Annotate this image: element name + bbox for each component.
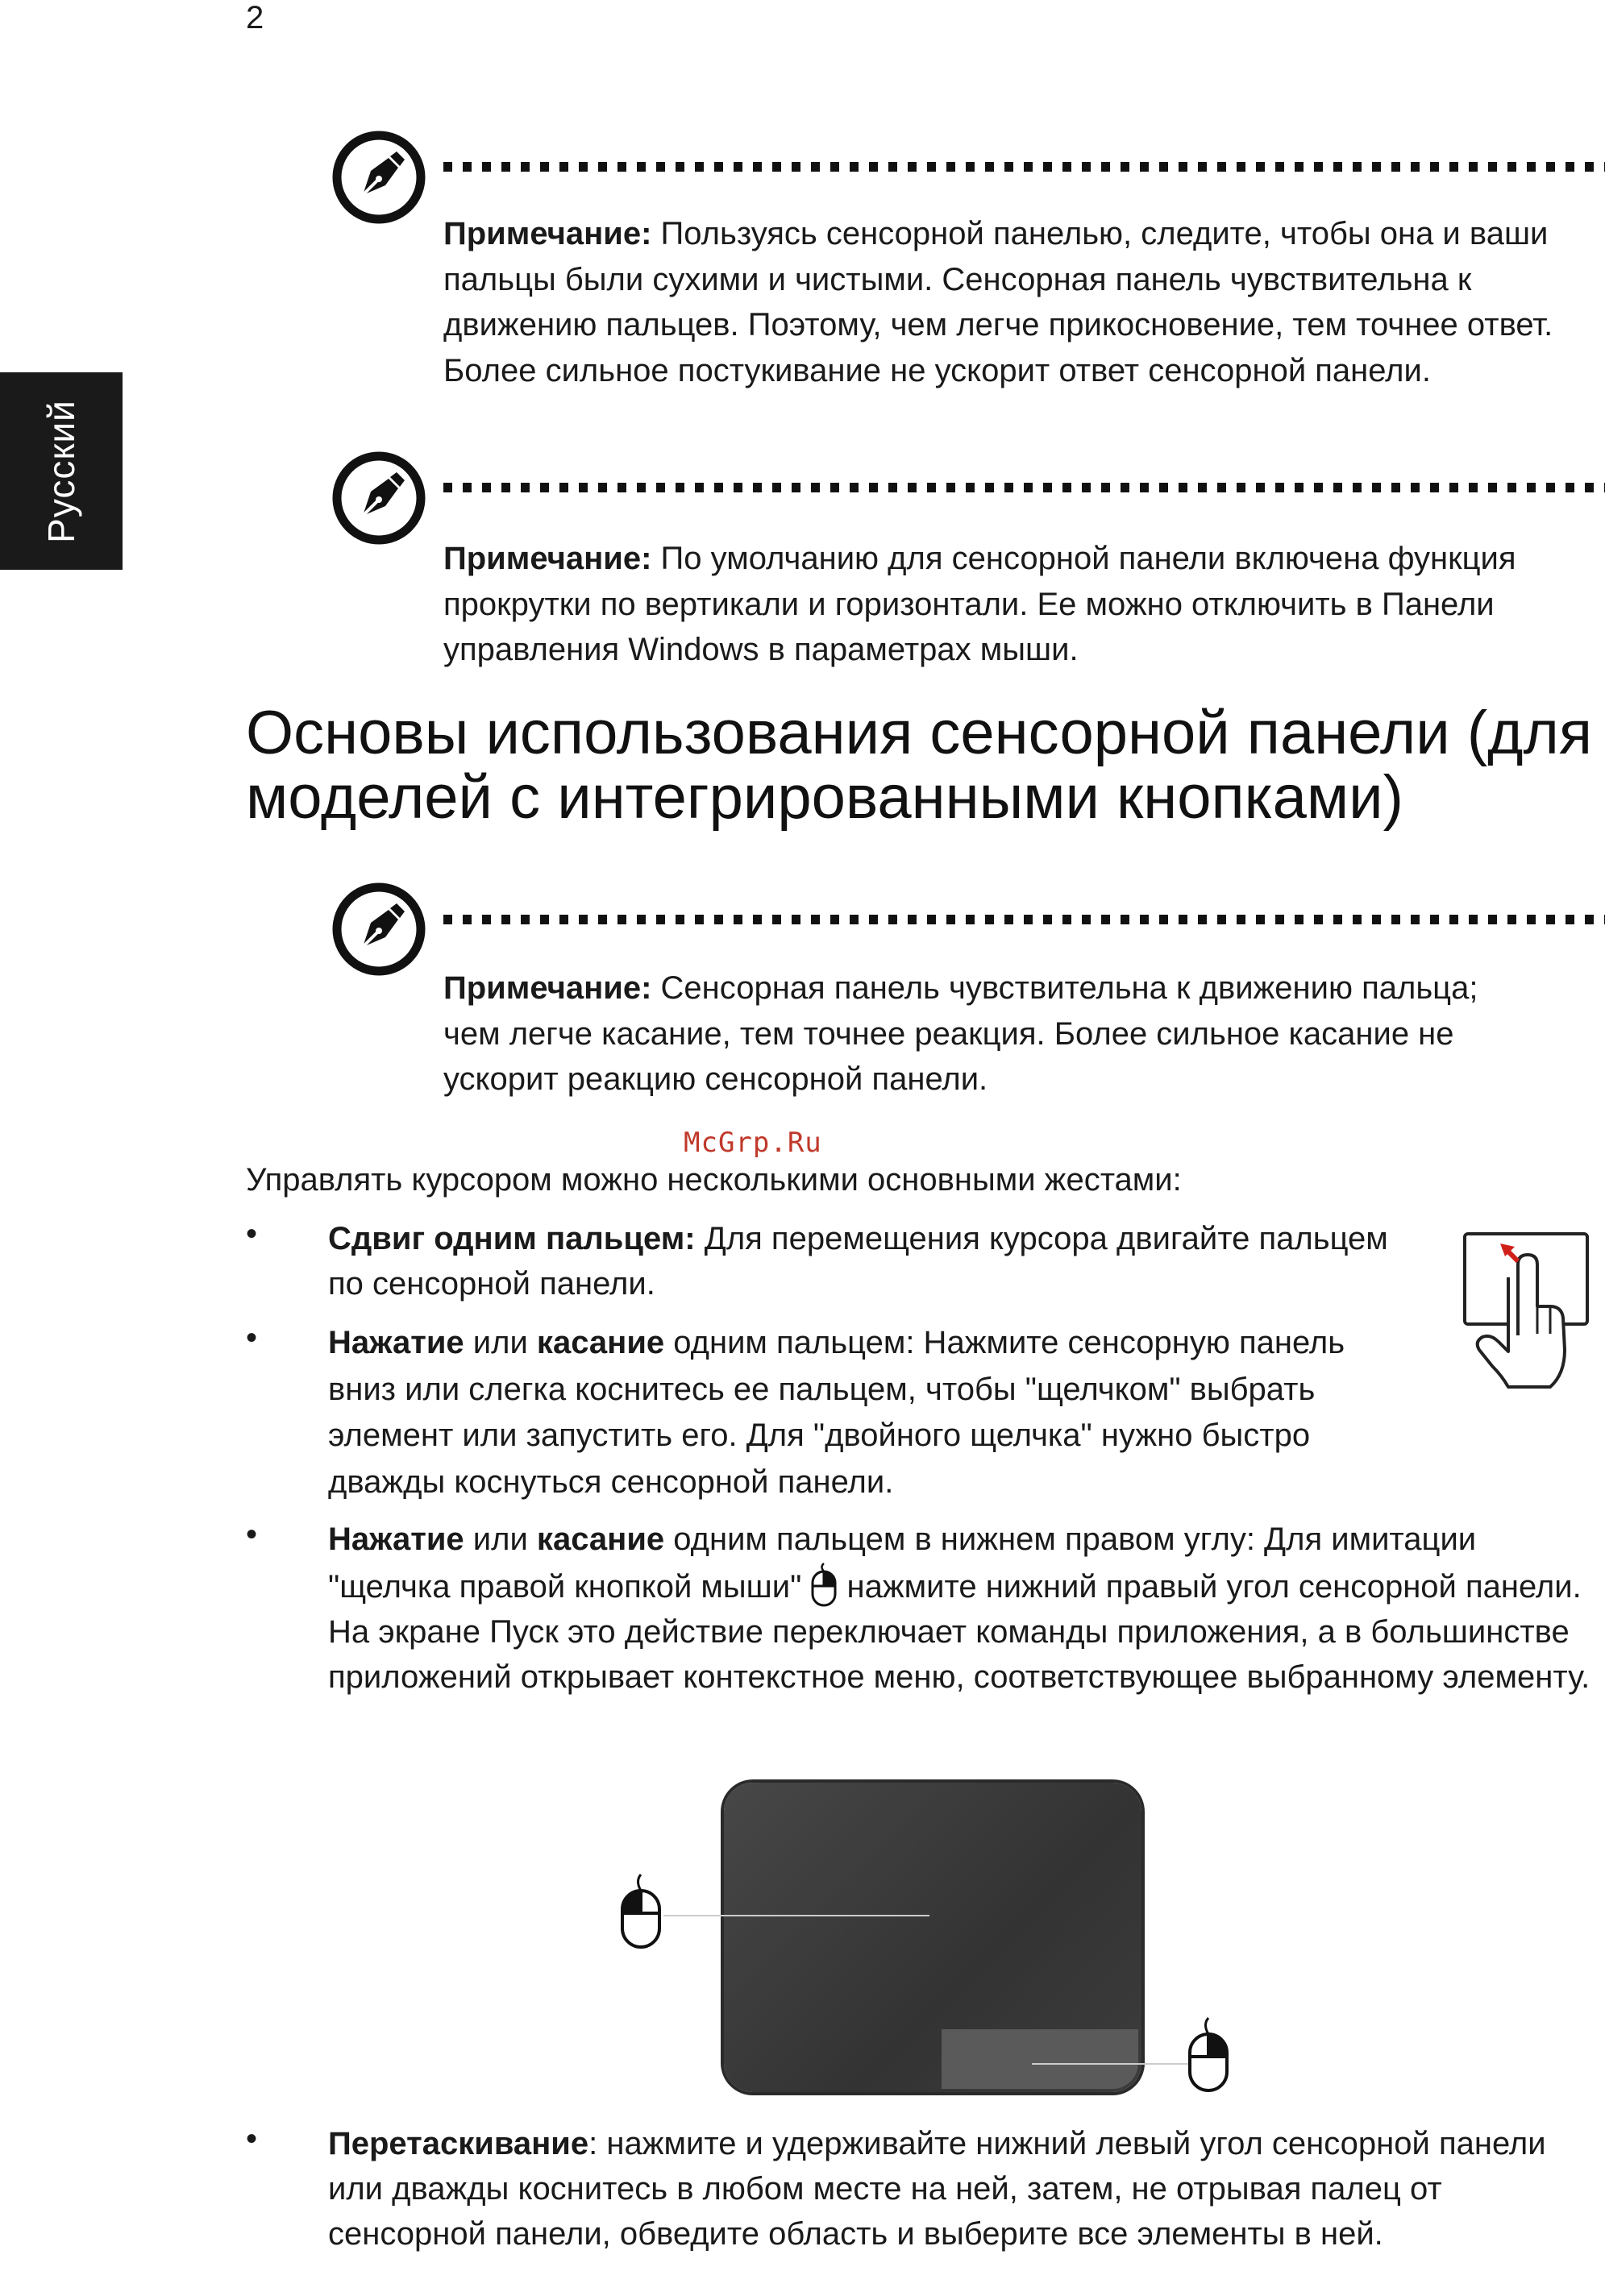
pen-nib-icon <box>331 129 427 226</box>
note-label: Примечание: <box>443 970 652 1006</box>
right-click-callout <box>1032 2063 1203 2065</box>
section-heading: Основы использования сенсорной панели (для моделей с интегрированными кнопками) <box>246 699 1592 832</box>
note-divider <box>443 483 1605 492</box>
bullet-marker: • <box>246 1517 258 1552</box>
mouse-left-click-icon <box>619 1873 663 1950</box>
bullet-marker: • <box>246 1216 258 1252</box>
note-body: По умолчанию для сенсорной панели включена функция прокрутки по вертикали и горизонтали. Ее можно отключить в Панели управления Windows в параметрах мыши. <box>443 541 1516 667</box>
bullet-bold: Нажатие <box>328 1522 464 1557</box>
language-side-tab <box>0 372 123 570</box>
note-3 <box>443 965 1540 1102</box>
mouse-right-click-icon <box>810 1562 838 1607</box>
note-divider <box>443 915 1605 924</box>
watermark: McGrp.Ru <box>684 1127 822 1159</box>
bullet-item <box>328 1216 1400 1306</box>
note-body: Пользуясь сенсорной панелью, следите, чтобы она и ваши пальцы были сухими и чистыми. Сенсорная панель чувствительна к движению пальцев. Поэтому, чем легче прикосновение, тем точнее ответ. Более сильное постукивание не ускорит ответ сенсорной панели. <box>443 216 1553 388</box>
bullet-text: Для перемещения курсора двигайте пальцем по сенсорной панели. <box>328 1221 1388 1302</box>
note-label: Примечание: <box>443 216 652 251</box>
bullet-item <box>328 1320 1400 1505</box>
bullet-bold: касание <box>536 1325 665 1360</box>
left-click-callout <box>663 1915 929 1916</box>
intro-text: Управлять курсором можно несколькими основными жестами: <box>246 1162 1182 1198</box>
bullet-item <box>328 2121 1594 2257</box>
bullet-bold: Перетаскивание <box>328 2126 589 2161</box>
touchpad-diagram <box>613 1773 1241 2103</box>
bullet-text: : нажмите и удерживайте нижний левый угол сенсорной панели или дважды коснитесь в любом месте на ней, затем, не отрывая палец от сенсорной панели, обведите область и выберите все элементы в ней. <box>328 2126 1546 2252</box>
pen-nib-icon <box>331 881 427 978</box>
note-divider <box>443 162 1605 172</box>
page-number: 2 <box>246 0 264 35</box>
bullet-bold: Сдвиг одним пальцем: <box>328 1221 696 1256</box>
note-2 <box>443 536 1596 673</box>
bullet-bold: Нажатие <box>328 1325 464 1360</box>
note-body: Сенсорная панель чувствительна к движению пальца; чем легче касание, тем точнее реакция. Более сильное касание не ускорит реакцию сенсорной панели. <box>443 970 1478 1097</box>
bullet-text: одним пальцем в нижнем правом углу: Для имитации "щелчка правой кнопкой мыши" <box>328 1522 1477 1605</box>
bullet-text: или <box>464 1325 537 1360</box>
finger-swipe-icon <box>1462 1229 1590 1394</box>
bullet-text: или <box>464 1522 537 1557</box>
mouse-right-click-icon <box>1187 2016 1230 2094</box>
note-1 <box>443 211 1596 393</box>
bullet-marker: • <box>246 1320 258 1356</box>
note-label: Примечание: <box>443 541 652 576</box>
bullet-marker: • <box>246 2121 258 2157</box>
bullet-text: одним пальцем: Нажмите сенсорную панель вниз или слегка коснитесь ее пальцем, чтобы "щелчком" выбрать элемент или запустить его. Для "двойного щелчка" нужно быстро дважды коснуться сенсорной панели. <box>328 1325 1345 1500</box>
bullet-item <box>328 1517 1605 1700</box>
bullet-text: нажмите нижний правый угол сенсорной панели. На экране Пуск это действие переключает команды приложения, а в большинстве приложений открывает контекстное меню, соответствующее выбранному элементу. <box>328 1569 1590 1695</box>
pen-nib-icon <box>331 450 427 546</box>
right-click-zone <box>942 2029 1138 2089</box>
bullet-bold: касание <box>536 1522 665 1557</box>
language-label: Русский <box>40 399 82 543</box>
